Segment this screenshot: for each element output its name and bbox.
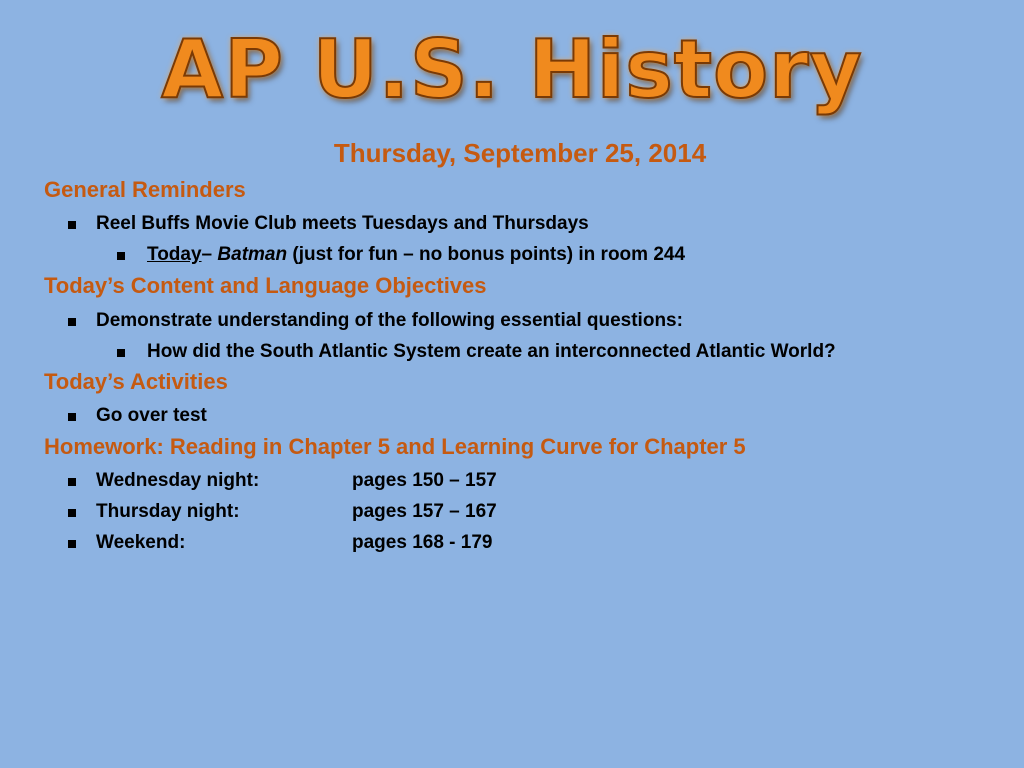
- bullet-icon: [68, 478, 76, 486]
- heading-general-reminders: General Reminders: [44, 177, 246, 202]
- heading-activities: Today’s Activities: [44, 369, 228, 394]
- item-text: Go over test: [96, 405, 207, 426]
- homework-label: Wednesday night:: [96, 470, 260, 491]
- heading-homework: Homework: Reading in Chapter 5 and Learning Curve for Chapter 5: [44, 434, 746, 459]
- slide-date: Thursday, September 25, 2014: [333, 138, 707, 168]
- homework-label: Thursday night:: [96, 501, 240, 522]
- item-text: Reel Buffs Movie Club meets Tuesdays and Thursdays: [96, 213, 589, 234]
- movie-title: Batman: [217, 244, 288, 265]
- bullet-icon: [117, 349, 125, 357]
- item-text: [147, 244, 685, 266]
- item-text: How did the South Atlantic System create an interconnected Atlantic World?: [147, 341, 836, 362]
- dash-text: –: [201, 244, 218, 265]
- homework-pages: pages 150 – 157: [352, 470, 497, 491]
- bullet-icon: [68, 318, 76, 326]
- bullet-icon: [68, 509, 76, 517]
- heading-objectives: Today’s Content and Language Objectives: [44, 273, 487, 298]
- homework-label: Weekend:: [96, 532, 186, 553]
- item-text: Demonstrate understanding of the following essential questions:: [96, 310, 683, 331]
- bullet-icon: [68, 413, 76, 421]
- bullet-icon: [117, 252, 125, 260]
- today-label: Today: [147, 244, 202, 265]
- homework-pages: pages 157 – 167: [352, 501, 497, 522]
- item-rest: (just for fun – no bonus points) in room 244: [287, 244, 686, 265]
- slide-title: AP U.S. History: [161, 23, 863, 116]
- bullet-icon: [68, 221, 76, 229]
- homework-pages: pages 168 - 179: [352, 532, 493, 553]
- bullet-icon: [68, 540, 76, 548]
